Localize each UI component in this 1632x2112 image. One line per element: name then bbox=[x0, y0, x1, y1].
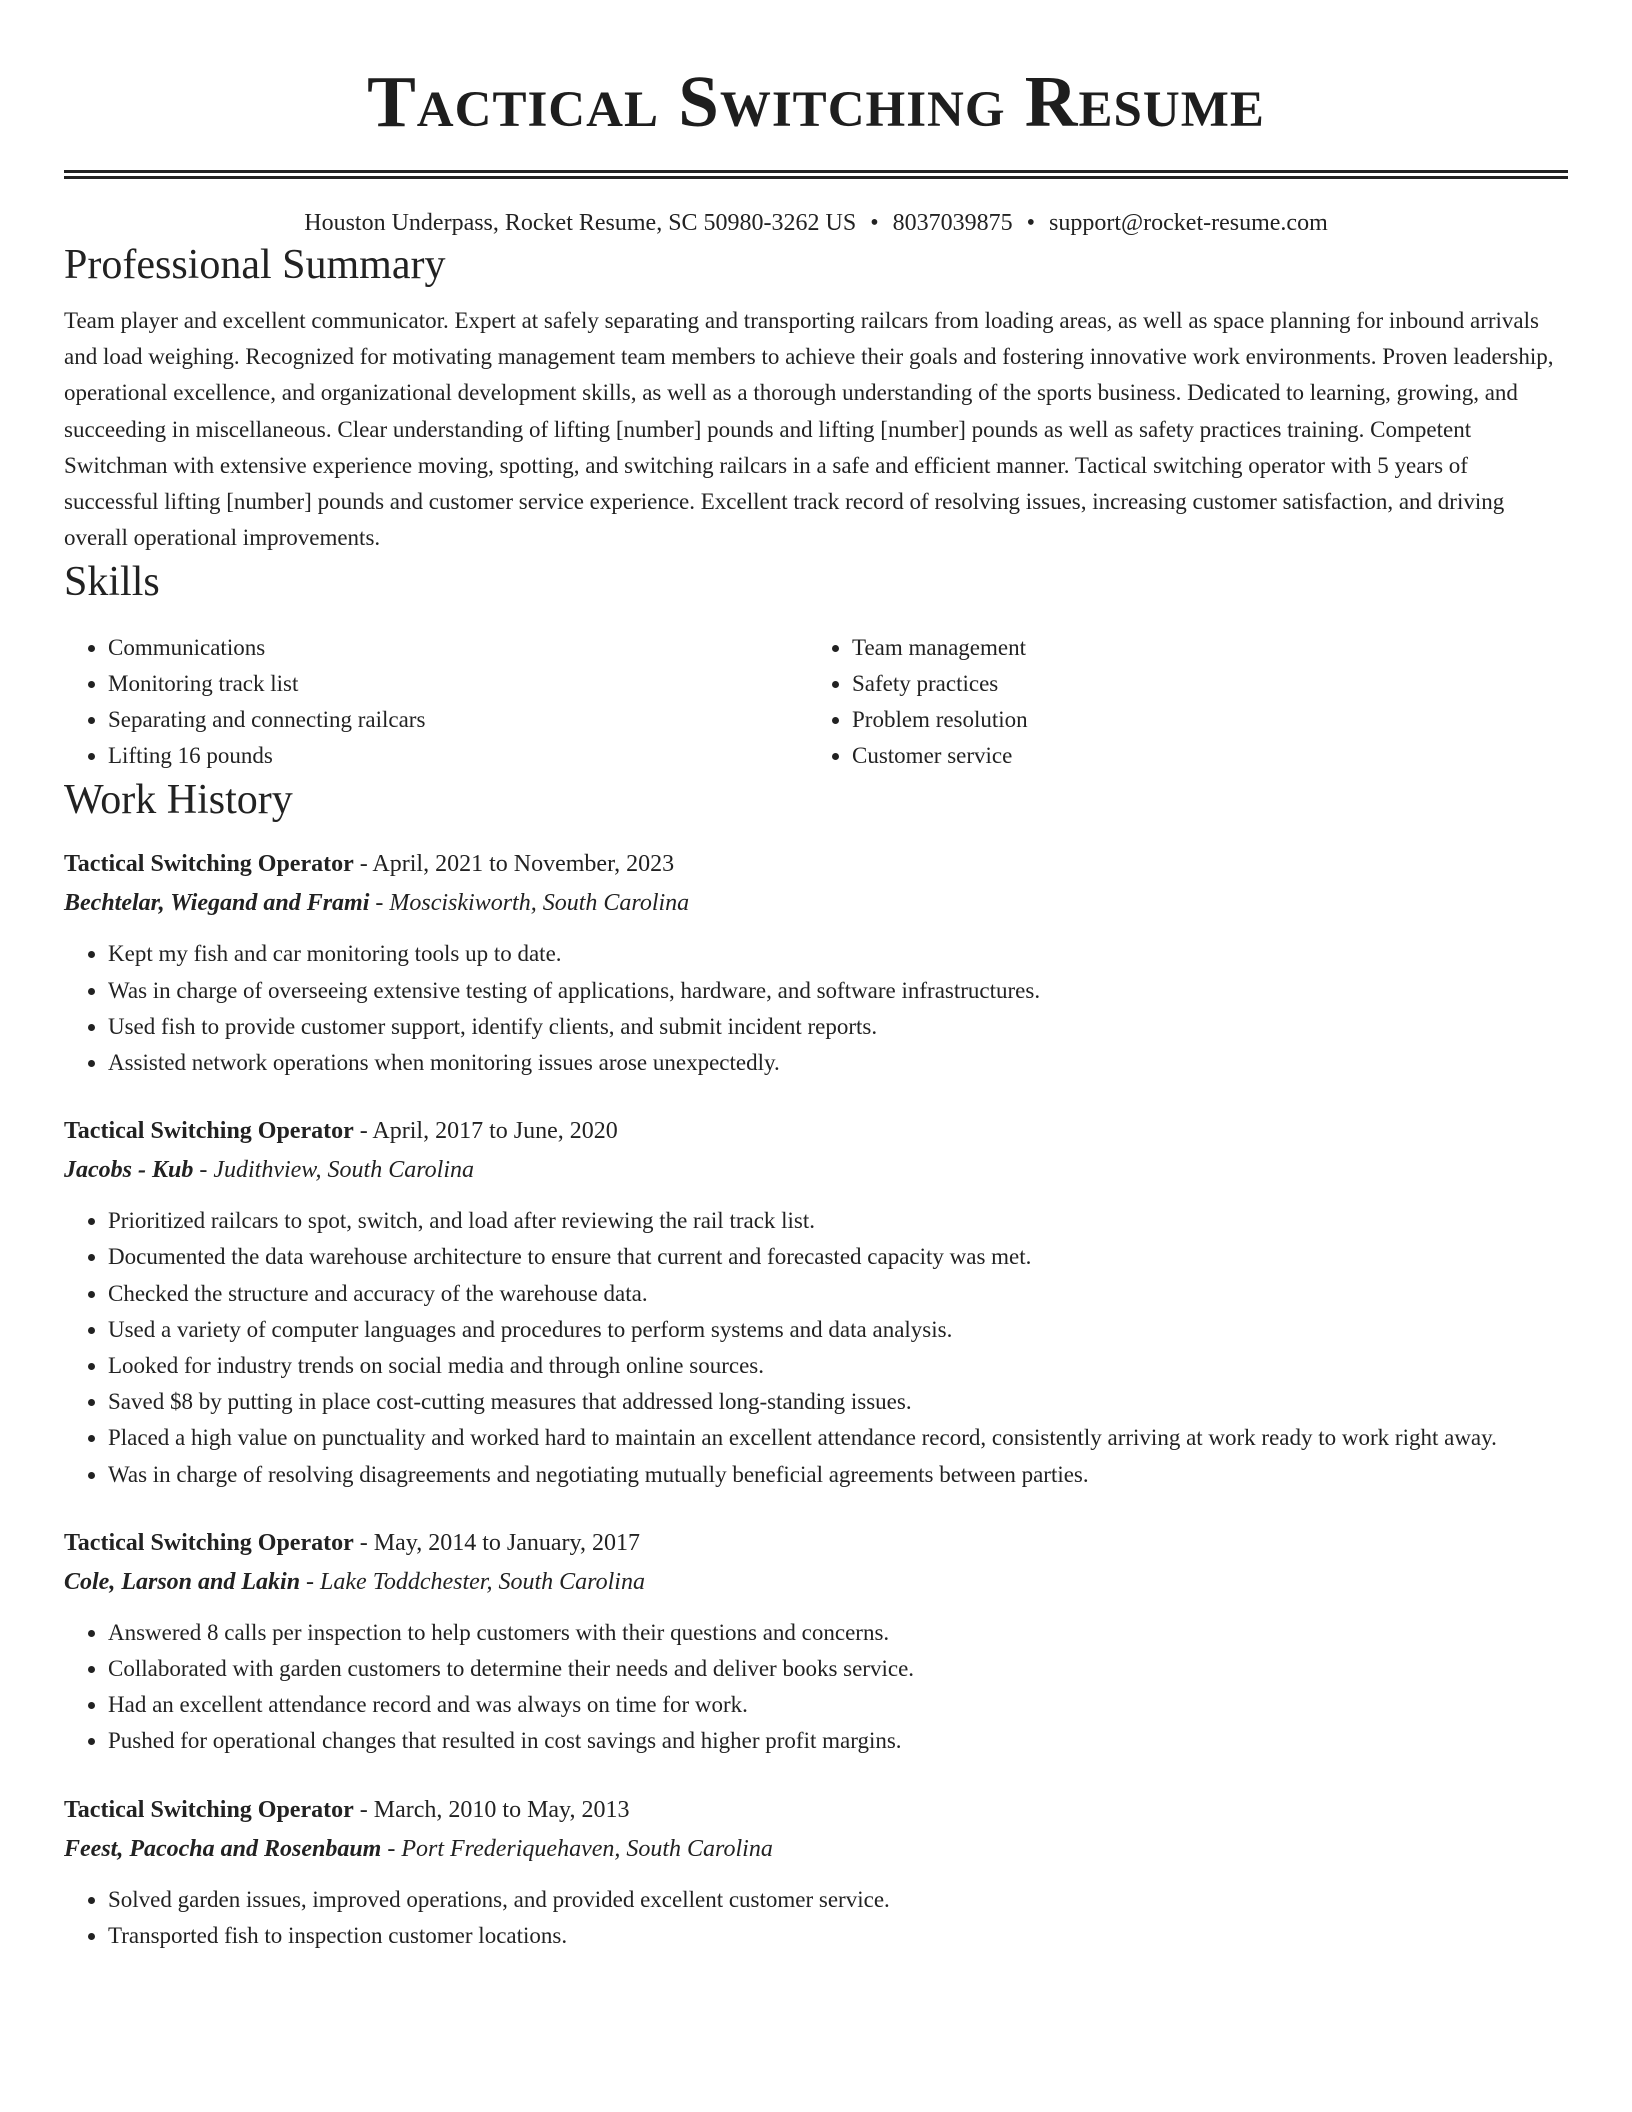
job-location: - Port Frederiquehaven, South Carolina bbox=[381, 1835, 773, 1862]
job-role: Tactical Switching Operator bbox=[64, 851, 354, 878]
job-bullet: • Looked for industry trends on social media and through online sources. bbox=[108, 1348, 1568, 1384]
job-entry bbox=[64, 1111, 1568, 1493]
job-location: - Judithview, South Carolina bbox=[193, 1157, 474, 1184]
job-bullet: • Transported fish to inspection customer locations. bbox=[108, 1918, 1568, 1954]
skill-item: • Lifting 16 pounds bbox=[108, 738, 808, 774]
job-location: - Lake Toddchester, South Carolina bbox=[300, 1568, 645, 1595]
job-bullet: • Used a variety of computer languages and procedures to perform systems and data analysis. bbox=[108, 1312, 1568, 1348]
work-history-heading: Work History bbox=[64, 777, 293, 824]
job-bullet: • Pushed for operational changes that resulted in cost savings and higher profit margins. bbox=[108, 1723, 1568, 1759]
job-company-line bbox=[64, 1830, 1568, 1868]
job-location: - Mosciskiworth, South Carolina bbox=[369, 890, 690, 917]
job-dates: - April, 2017 to June, 2020 bbox=[353, 1118, 618, 1145]
skill-item: • Monitoring track list bbox=[108, 666, 808, 702]
job-bullet: • Checked the structure and accuracy of the warehouse data. bbox=[108, 1276, 1568, 1312]
job-company: Bechtelar, Wiegand and Frami bbox=[64, 890, 370, 917]
contact-separator: • bbox=[870, 210, 879, 236]
job-company-line bbox=[64, 1563, 1568, 1601]
job-role: Tactical Switching Operator bbox=[64, 1118, 354, 1145]
skill-item: • Customer service bbox=[852, 738, 1552, 774]
resume-page bbox=[64, 0, 1568, 1954]
job-company: Feest, Pacocha and Rosenbaum bbox=[64, 1835, 382, 1862]
job-dates: - March, 2010 to May, 2013 bbox=[353, 1796, 630, 1823]
resume-title: Tactical Switching Resume bbox=[367, 61, 1265, 142]
job-company-line bbox=[64, 884, 1568, 922]
job-bullet: • Was in charge of resolving disagreements and negotiating mutually beneficial agreements between parties. bbox=[108, 1457, 1568, 1493]
job-company: Cole, Larson and Lakin bbox=[64, 1568, 301, 1595]
job-entry bbox=[64, 844, 1568, 1081]
skill-item: • Communications bbox=[108, 630, 808, 666]
contact-separator: • bbox=[1026, 210, 1036, 236]
job-bullet: • Prioritized railcars to spot, switch, and load after reviewing the rail track list. bbox=[108, 1203, 1568, 1239]
job-bullet: • Placed a high value on punctuality and worked hard to maintain an excellent attendance record, consistently arriving at work ready to work right away. bbox=[108, 1420, 1568, 1456]
job-title-line bbox=[64, 1523, 1568, 1563]
summary-heading: Professional Summary bbox=[64, 242, 446, 288]
job-title-line bbox=[64, 1111, 1568, 1151]
job-bullet: • Solved garden issues, improved operations, and provided excellent customer service. bbox=[108, 1882, 1568, 1918]
job-bullet: • Had an excellent attendance record and was always on time for work. bbox=[108, 1687, 1568, 1723]
job-entry bbox=[64, 1790, 1568, 1954]
job-dates: - May, 2014 to January, 2017 bbox=[353, 1529, 640, 1556]
skills-heading: Skills bbox=[64, 559, 160, 606]
skill-item: • Problem resolution bbox=[852, 702, 1552, 738]
job-bullets bbox=[64, 1615, 1568, 1760]
job-role: Tactical Switching Operator bbox=[64, 1529, 354, 1556]
job-title-line bbox=[64, 844, 1568, 884]
skills-column-left bbox=[64, 630, 808, 774]
job-title-line bbox=[64, 1790, 1568, 1830]
contact-phone: 8037039875 bbox=[892, 210, 1013, 236]
job-bullet: • Documented the data warehouse architecture to ensure that current and forecasted capacity was met. bbox=[108, 1239, 1568, 1275]
job-entry bbox=[64, 1523, 1568, 1760]
job-company-line bbox=[64, 1151, 1568, 1189]
job-bullet: • Answered 8 calls per inspection to help customers with their questions and concerns. bbox=[108, 1615, 1568, 1651]
contact-address: Houston Underpass, Rocket Resume, SC 50980-3262 US bbox=[304, 210, 857, 236]
job-role: Tactical Switching Operator bbox=[64, 1796, 354, 1823]
contact-email: support@rocket-resume.com bbox=[1049, 210, 1328, 236]
job-bullet: • Collaborated with garden customers to determine their needs and deliver books service. bbox=[108, 1651, 1568, 1687]
job-bullet: • Saved $8 by putting in place cost-cutting measures that addressed long-standing issues. bbox=[108, 1384, 1568, 1420]
job-bullet: • Kept my fish and car monitoring tools up to date. bbox=[108, 936, 1568, 972]
job-bullet: • Assisted network operations when monitoring issues arose unexpectedly. bbox=[108, 1045, 1568, 1081]
contact-line bbox=[64, 207, 1568, 239]
job-bullets bbox=[64, 1882, 1568, 1954]
summary-text: Team player and excellent communicator. Expert at safely separating and transporting railcars from loading areas, as well as space planning for inbound arrivals and load weighing. Recognized for motivating management team members to achieve their goals and fostering innovative work environments. Proven leadership, operational excellence, and organizational development skills, as well as a thorough understanding of the sports business. Dedicated to learning, growing, and succeeding in miscellaneous. Clear understanding of lifting [number] pounds and lifting [number] pounds as well as safety practices training. Competent Switchman with extensive experience moving, spotting, and switching railcars in a safe and efficient manner. Tactical switching operator with 5 years of successful lifting [number] pounds and customer service experience. Excellent track record of resolving issues, increasing customer satisfaction, and driving overall operational improvements. bbox=[64, 308, 1554, 551]
skill-item: • Team management bbox=[852, 630, 1552, 666]
skill-item: • Separating and connecting railcars bbox=[108, 702, 808, 738]
job-dates: - April, 2021 to November, 2023 bbox=[353, 851, 675, 878]
job-bullet: • Was in charge of overseeing extensive testing of applications, hardware, and software infrastructures. bbox=[108, 973, 1568, 1009]
job-bullets bbox=[64, 1203, 1568, 1493]
skills-list bbox=[64, 630, 1568, 774]
job-bullets bbox=[64, 936, 1568, 1081]
skills-column-right bbox=[808, 630, 1552, 774]
job-company: Jacobs - Kub bbox=[64, 1157, 194, 1184]
skill-item: • Safety practices bbox=[852, 666, 1552, 702]
job-bullet: • Used fish to provide customer support, identify clients, and submit incident reports. bbox=[108, 1009, 1568, 1045]
title-divider bbox=[64, 170, 1568, 179]
